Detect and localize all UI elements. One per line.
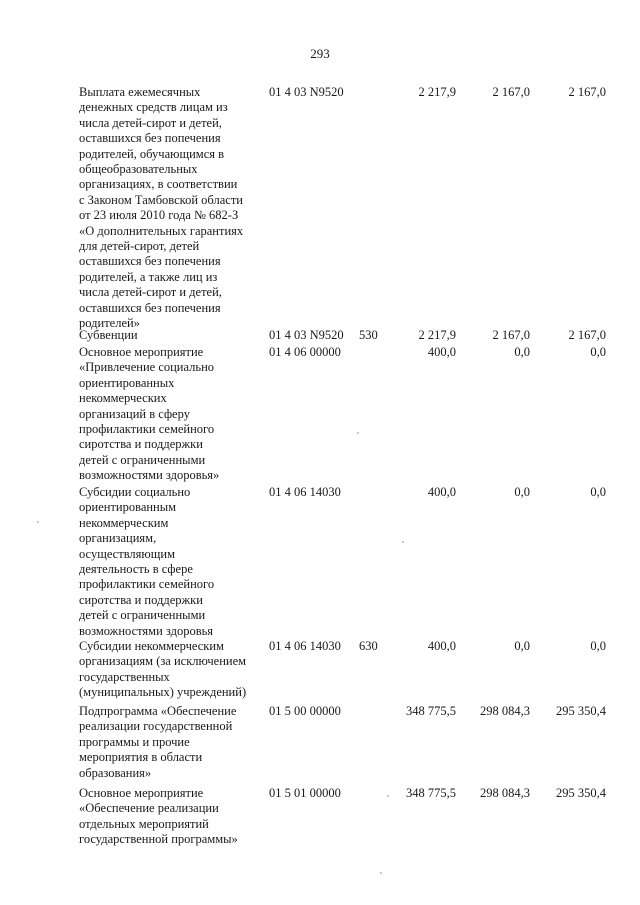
row-code: 01 5 01 00000 (269, 786, 341, 800)
row-value-1: 400,0 (427, 639, 456, 653)
row-expense-type: 530 (359, 328, 378, 342)
row-code: 01 4 06 14030 (269, 485, 341, 499)
row-value-3: 2 167,0 (568, 85, 606, 99)
row-name: Субсидии социально ориентированным некоммерческим организациям, осуществляющим деятельность в сфере профилактики семейного сиротства и поддержки детей с ограниченными возможностями здоровья (79, 485, 215, 638)
table-row (79, 328, 609, 345)
row-name: Подпрограмма «Обеспечение реализации государственной программы и прочие мероприятия в области образования» (79, 704, 237, 780)
row-value-2: 0,0 (514, 485, 530, 499)
table-row (79, 345, 609, 485)
row-code: 01 4 03 N9520 (269, 85, 344, 99)
row-value-2: 2 167,0 (492, 85, 530, 99)
row-expense-type: 630 (359, 639, 378, 653)
row-code: 01 4 06 14030 (269, 639, 341, 653)
row-value-1: 400,0 (427, 485, 456, 499)
row-name: Субвенции (79, 328, 138, 342)
row-value-1: 348 775,5 (406, 704, 456, 718)
table-row (79, 639, 609, 704)
scan-speck (37, 521, 39, 523)
row-name: Основное мероприятие «Обеспечение реализации отдельных мероприятий государственной программы» (79, 786, 238, 847)
scan-speck (402, 541, 404, 543)
row-code: 01 4 03 N9520 (269, 328, 344, 342)
row-name: Субсидии некоммерческим организациям (за исключением государственных (муниципальных) учреждений) (79, 639, 247, 700)
table-row (79, 85, 609, 331)
row-value-3: 0,0 (590, 485, 606, 499)
row-value-2: 298 084,3 (480, 786, 530, 800)
scan-speck (387, 795, 389, 797)
row-value-3: 295 350,4 (556, 786, 606, 800)
row-code: 01 5 00 00000 (269, 704, 341, 718)
row-value-1: 2 217,9 (418, 85, 456, 99)
row-value-2: 0,0 (514, 345, 530, 359)
row-value-2: 2 167,0 (492, 328, 530, 342)
row-value-1: 2 217,9 (418, 328, 456, 342)
row-value-2: 0,0 (514, 639, 530, 653)
row-value-3: 0,0 (590, 639, 606, 653)
scan-speck (357, 432, 359, 434)
row-name: Основное мероприятие «Привлечение социально ориентированных некоммерческих организаций в сферу профилактики семейного сиротства и поддержки детей с ограниченными возможностями здоровья» (79, 345, 220, 483)
table-row (79, 704, 609, 786)
row-value-1: 348 775,5 (406, 786, 456, 800)
scan-speck (380, 872, 382, 874)
row-value-1: 400,0 (427, 345, 456, 359)
table-row (79, 485, 609, 639)
budget-table (79, 85, 609, 852)
table-row (79, 786, 609, 852)
row-code: 01 4 06 00000 (269, 345, 341, 359)
row-value-3: 0,0 (590, 345, 606, 359)
row-value-3: 2 167,0 (568, 328, 606, 342)
page-number: 293 (310, 46, 330, 61)
row-value-3: 295 350,4 (556, 704, 606, 718)
row-value-2: 298 084,3 (480, 704, 530, 718)
row-name: Выплата ежемесячных денежных средств лицам из числа детей-сирот и детей, оставшихся без попечения родителей, обучающимся в общеобразовательных организациях, в соответствии с Законом Тамбовской области от 23 июля 2010 года № 682-З «О дополнительных гарантиях для детей-сирот, детей оставшихся без попечения родителей, а также лиц из числа детей-сирот и детей, оставшихся без попечения родителей» (79, 85, 244, 331)
